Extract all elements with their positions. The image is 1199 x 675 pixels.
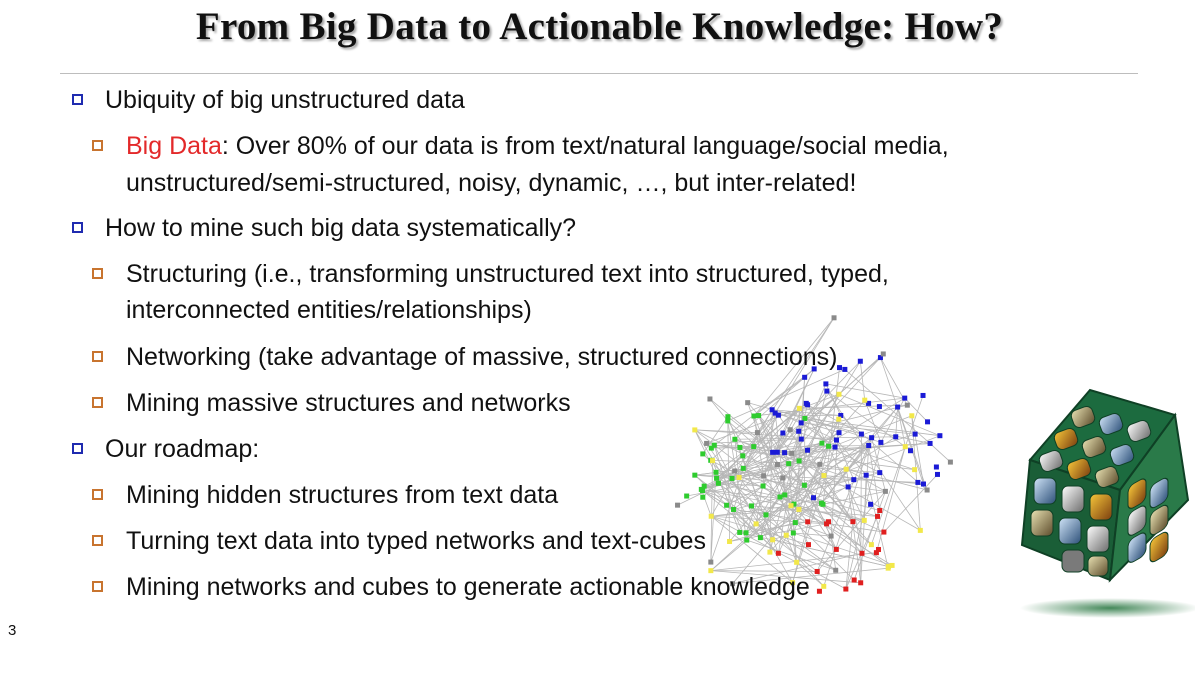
network-node: [833, 445, 838, 450]
slide-number: 3: [8, 622, 17, 639]
network-node: [782, 492, 787, 497]
network-node: [758, 535, 763, 540]
network-node: [842, 367, 847, 372]
network-node: [806, 542, 811, 547]
network-node: [708, 560, 713, 565]
network-node: [909, 413, 914, 418]
network-node: [832, 315, 837, 320]
network-node: [780, 475, 785, 480]
bullet-text: Networking (take advantage of massive, structured connections): [126, 343, 838, 371]
network-node: [797, 458, 802, 463]
network-node: [915, 480, 920, 485]
slide-title: From Big Data to Actionable Knowledge: How?: [195, 5, 1004, 48]
network-node: [741, 466, 746, 471]
network-node: [837, 430, 842, 435]
network-node: [908, 448, 913, 453]
network-node: [724, 503, 729, 508]
network-node: [905, 403, 910, 408]
network-node: [704, 441, 709, 446]
network-node: [843, 587, 848, 592]
network-node: [852, 578, 857, 583]
sub-bullet-marker-icon: [92, 535, 103, 546]
network-node: [876, 547, 881, 552]
sub-bullet-marker-icon: [92, 397, 103, 408]
network-node: [799, 437, 804, 442]
network-node: [710, 458, 715, 463]
network-node: [883, 489, 888, 494]
network-node: [821, 584, 826, 589]
network-node: [782, 450, 787, 455]
network-node: [754, 521, 759, 526]
network-node: [850, 519, 855, 524]
network-node: [700, 495, 705, 500]
bullet-marker-icon: [72, 222, 83, 233]
network-node: [796, 507, 801, 512]
network-node: [837, 365, 842, 370]
network-node: [692, 473, 697, 478]
network-node: [761, 473, 766, 478]
network-node: [817, 589, 822, 594]
bullet-marker-icon: [72, 443, 83, 454]
network-node: [893, 434, 898, 439]
network-node: [844, 467, 849, 472]
network-node: [763, 512, 768, 517]
network-node: [836, 417, 841, 422]
network-node: [751, 413, 756, 418]
network-node: [802, 375, 807, 380]
network-node: [935, 472, 940, 477]
network-node: [869, 435, 874, 440]
network-node: [740, 453, 745, 458]
network-node: [684, 494, 689, 499]
network-node: [817, 462, 822, 467]
network-node: [877, 404, 882, 409]
network-node: [921, 482, 926, 487]
network-node: [802, 416, 807, 421]
network-node: [877, 508, 882, 513]
network-node: [913, 432, 918, 437]
sub-bullet-marker-icon: [92, 351, 103, 362]
network-node: [877, 470, 882, 475]
network-node: [815, 569, 820, 574]
network-node: [864, 473, 869, 478]
network-node: [895, 405, 900, 410]
bullet-text: How to mine such big data systematically?: [105, 214, 577, 242]
bullet-text: Mining networks and cubes to generate actionable knowledge: [126, 573, 810, 601]
network-node: [862, 518, 867, 523]
network-node: [918, 528, 923, 533]
network-node: [707, 396, 712, 401]
network-node: [714, 476, 719, 481]
network-node: [903, 444, 908, 449]
network-node: [793, 520, 798, 525]
network-node: [826, 444, 831, 449]
network-node: [713, 470, 718, 475]
network-node: [744, 530, 749, 535]
network-node: [826, 519, 831, 524]
bullet-text: : Over 80% of our data is from text/natural language/social media,: [221, 132, 949, 160]
bullet-text: Our roadmap:: [105, 435, 260, 463]
network-node: [731, 507, 736, 512]
sub-bullet-marker-icon: [92, 140, 103, 151]
network-node: [829, 534, 834, 539]
network-node: [805, 519, 810, 524]
network-node: [788, 503, 793, 508]
network-node: [702, 484, 707, 489]
image-cube-icon: [1010, 380, 1195, 625]
network-node: [804, 401, 809, 406]
network-node: [869, 542, 874, 547]
network-node: [866, 443, 871, 448]
network-node: [824, 389, 829, 394]
network-node: [770, 450, 775, 455]
network-node: [834, 547, 839, 552]
network-node: [799, 420, 804, 425]
bullet-text: Turning text data into typed networks and text-cubes: [126, 527, 706, 555]
network-node: [756, 413, 761, 418]
network-node: [788, 427, 793, 432]
network-node: [881, 530, 886, 535]
network-node: [834, 438, 839, 443]
network-node: [934, 464, 939, 469]
network-node: [776, 551, 781, 556]
network-node: [727, 539, 732, 544]
network-node: [780, 430, 785, 435]
bullet-marker-icon: [72, 94, 83, 105]
network-node: [709, 514, 714, 519]
network-node: [902, 396, 907, 401]
bullet-text: interconnected entities/relationships): [126, 296, 532, 324]
bullet-text: Structuring (i.e., transforming unstructured text into structured, typed,: [126, 260, 889, 288]
sub-bullet-marker-icon: [92, 268, 103, 279]
network-node: [868, 502, 873, 507]
network-node: [712, 443, 717, 448]
network-node: [729, 476, 734, 481]
sub-bullet-marker-icon: [92, 489, 103, 500]
network-node: [737, 475, 742, 480]
network-node: [770, 537, 775, 542]
network-node: [778, 494, 783, 499]
network-node: [770, 407, 775, 412]
network-node: [700, 451, 705, 456]
bullet-text: Mining massive structures and networks: [126, 389, 571, 417]
network-node: [716, 481, 721, 486]
network-node: [875, 514, 880, 519]
network-node: [837, 392, 842, 397]
network-node: [886, 564, 891, 569]
network-node: [761, 484, 766, 489]
network-node: [775, 450, 780, 455]
network-node: [858, 359, 863, 364]
network-node: [881, 351, 886, 356]
network-node: [775, 462, 780, 467]
network-node: [859, 432, 864, 437]
network-node: [948, 460, 953, 465]
network-node: [725, 414, 730, 419]
network-node: [821, 473, 826, 478]
network-node: [732, 468, 737, 473]
network-node: [833, 568, 838, 573]
network-node: [925, 488, 930, 493]
network-node: [925, 419, 930, 424]
bullet-text: Mining hidden structures from text data: [126, 481, 559, 509]
network-node: [921, 393, 926, 398]
network-node: [797, 406, 802, 411]
network-node: [786, 461, 791, 466]
network-node: [700, 488, 705, 493]
network-node: [767, 550, 772, 555]
network-node: [744, 538, 749, 543]
network-node: [820, 502, 825, 507]
network-node: [692, 427, 697, 432]
network-node: [805, 448, 810, 453]
network-node: [794, 560, 799, 565]
network-node: [846, 484, 851, 489]
bullet-text: unstructured/semi-structured, noisy, dynamic, …, but inter-related!: [126, 169, 857, 197]
network-node: [745, 400, 750, 405]
network-node: [789, 451, 794, 456]
network-node: [755, 430, 760, 435]
network-node: [862, 398, 867, 403]
network-node: [675, 503, 680, 508]
network-node: [937, 433, 942, 438]
bullet-text: Ubiquity of big unstructured data: [105, 86, 465, 114]
network-node: [791, 530, 796, 535]
big-data-highlight: Big Data: [126, 132, 222, 160]
title-divider: [60, 73, 1138, 74]
network-node: [749, 503, 754, 508]
network-node: [732, 437, 737, 442]
network-node: [737, 445, 742, 450]
network-node: [928, 441, 933, 446]
network-node: [819, 441, 824, 446]
network-node: [784, 533, 789, 538]
network-node: [912, 467, 917, 472]
network-node: [811, 495, 816, 500]
network-node: [851, 477, 856, 482]
network-node: [859, 551, 864, 556]
network-node: [751, 444, 756, 449]
network-node: [802, 483, 807, 488]
network-node: [823, 381, 828, 386]
network-node: [858, 580, 863, 585]
network-node: [878, 440, 883, 445]
sub-bullet-marker-icon: [92, 581, 103, 592]
network-node: [796, 429, 801, 434]
network-node: [737, 530, 742, 535]
